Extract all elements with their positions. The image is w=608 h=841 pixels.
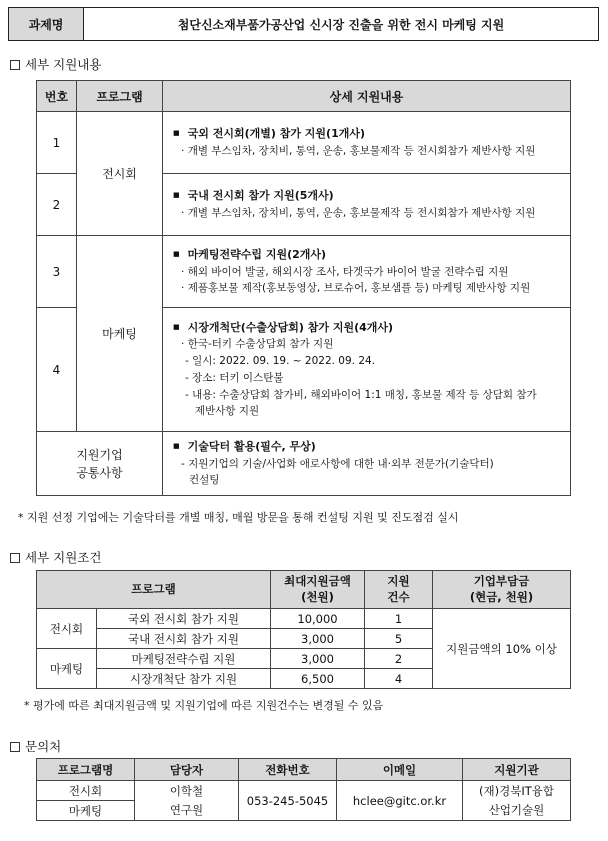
item-line: · 제품홍보물 제작(홍보동영상, 브로슈어, 홍보샘플 등) 마케팅 제반사항 지원 [173, 280, 562, 297]
common-detail [163, 432, 571, 496]
header-detail: 상세 지원내용 [163, 81, 571, 112]
header-program: 프로그램 [77, 81, 163, 112]
section-heading-detail [10, 55, 101, 73]
count: 5 [365, 629, 433, 649]
table-row [37, 236, 571, 308]
contact-table [36, 758, 571, 821]
section-heading-text: 세부 지원조건 [25, 550, 102, 565]
manager [135, 781, 239, 821]
note-consulting: * 지원 선정 기업에는 기술닥터를 개별 매칭, 매월 방문을 통해 컨설팅 지원 및 진도점검 실시 [18, 511, 459, 524]
title-label: 과제명 [9, 8, 84, 41]
manager-name: 이학철 [169, 784, 204, 799]
table-row [37, 609, 571, 629]
header-phone: 전화번호 [239, 759, 337, 781]
row-number: 2 [37, 174, 77, 236]
common-label-line1: 지원기업 [76, 447, 123, 462]
count: 2 [365, 649, 433, 669]
contact-program: 전시회 [37, 781, 135, 801]
item-title: ■ 마케팅전략수립 지원(2개사) [173, 246, 562, 264]
program-group-marketing: 마케팅 [77, 236, 163, 432]
group-exhibition: 전시회 [37, 609, 97, 649]
item-sub: - 장소: 터키 이스탄불 [173, 370, 562, 387]
header-email: 이메일 [337, 759, 463, 781]
common-label [37, 432, 163, 496]
common-label-line2: 공통사항 [76, 465, 123, 480]
count: 1 [365, 609, 433, 629]
header-program: 프로그램 [37, 571, 271, 609]
item-title: ■ 국내 전시회 참가 지원(5개사) [173, 187, 562, 205]
program-name: 국외 전시회 참가 지원 [97, 609, 271, 629]
header-burden-line1: 기업부담금 [473, 573, 530, 588]
item-line: · 개별 부스임차, 장치비, 통역, 운송, 홍보물제작 등 전시회참가 제반사항 지원 [173, 143, 562, 160]
conditions-table [36, 570, 571, 689]
header-max-amount [271, 571, 365, 609]
title-value: 첨단신소재부품가공산업 신시장 진출을 위한 전시 마케팅 지원 [84, 8, 599, 41]
item-sub: - 일시: 2022. 09. 19. ~ 2022. 09. 24. [173, 353, 562, 370]
item-line: - 지원기업의 기술/사업화 애로사항에 대한 내·외부 전문가(기술닥터) [173, 456, 562, 473]
item-sub: - 내용: 수출상담회 참가비, 해외바이어 1:1 매칭, 홍보물 제작 등 상담회 참가 [173, 387, 562, 404]
item-title: ■ 기술닥터 활용(필수, 무상) [173, 438, 562, 456]
row-number: 1 [37, 112, 77, 174]
contact-program: 마케팅 [37, 801, 135, 821]
header-program-name: 프로그램명 [37, 759, 135, 781]
program-group-exhibition: 전시회 [77, 112, 163, 236]
header-count-line2: 건수 [387, 589, 410, 604]
checkbox-square-icon [10, 553, 20, 563]
header-count-line1: 지원 [387, 573, 410, 588]
row-detail [163, 174, 571, 236]
header-max-line1: 최대지원금액 [284, 573, 351, 588]
checkbox-square-icon [10, 60, 20, 70]
item-title: ■ 시장개척단(수출상담회) 참가 지원(4개사) [173, 319, 562, 337]
org-line2: 산업기술원 [488, 802, 545, 817]
phone: 053-245-5045 [239, 781, 337, 821]
header-count [365, 571, 433, 609]
table-row [37, 781, 571, 801]
manager-title: 연구원 [169, 802, 204, 817]
count: 4 [365, 669, 433, 689]
burden-value: 지원금액의 10% 이상 [433, 609, 571, 689]
item-line: · 개별 부스임차, 장치비, 통역, 운송, 홍보물제작 등 전시회참가 제반사항 지원 [173, 205, 562, 222]
max-amount: 3,000 [271, 629, 365, 649]
title-table [8, 7, 599, 41]
row-detail [163, 112, 571, 174]
program-name: 마케팅전략수립 지원 [97, 649, 271, 669]
item-line-continued: 컨설팅 [189, 474, 220, 487]
section-heading-text: 세부 지원내용 [25, 57, 102, 72]
row-number: 4 [37, 308, 77, 432]
detail-table [36, 80, 571, 496]
header-burden [433, 571, 571, 609]
row-detail [163, 308, 571, 432]
item-title: ■ 국외 전시회(개별) 참가 지원(1개사) [173, 125, 562, 143]
note-change: * 평가에 따른 최대지원금액 및 지원기업에 따른 지원건수는 변경될 수 있음 [24, 699, 384, 712]
program-name: 국내 전시회 참가 지원 [97, 629, 271, 649]
email[interactable]: hclee@gitc.or.kr [337, 781, 463, 821]
row-detail [163, 236, 571, 308]
max-amount: 10,000 [271, 609, 365, 629]
org-line1: (재)경북IT융합 [479, 784, 554, 799]
table-row-common [37, 432, 571, 496]
organization [463, 781, 571, 821]
checkbox-square-icon [10, 742, 20, 752]
max-amount: 3,000 [271, 649, 365, 669]
header-num: 번호 [37, 81, 77, 112]
row-number: 3 [37, 236, 77, 308]
header-burden-line2: (현금, 천원) [469, 589, 534, 604]
section-heading-conditions [10, 548, 101, 566]
header-max-line2: (천원) [301, 589, 334, 604]
header-org: 지원기관 [463, 759, 571, 781]
program-name: 시장개척단 참가 지원 [97, 669, 271, 689]
item-lead: · 한국-터키 수출상담회 참가 지원 [173, 336, 562, 353]
item-line: · 해외 바이어 발굴, 해외시장 조사, 타겟국가 바이어 발굴 전략수립 지원 [173, 264, 562, 281]
header-manager: 담당자 [135, 759, 239, 781]
max-amount: 6,500 [271, 669, 365, 689]
section-heading-text: 문의처 [25, 739, 62, 754]
item-sub-continued: 제반사항 지원 [195, 405, 260, 418]
section-heading-contact [10, 737, 61, 755]
table-row [37, 112, 571, 174]
group-marketing: 마케팅 [37, 649, 97, 689]
